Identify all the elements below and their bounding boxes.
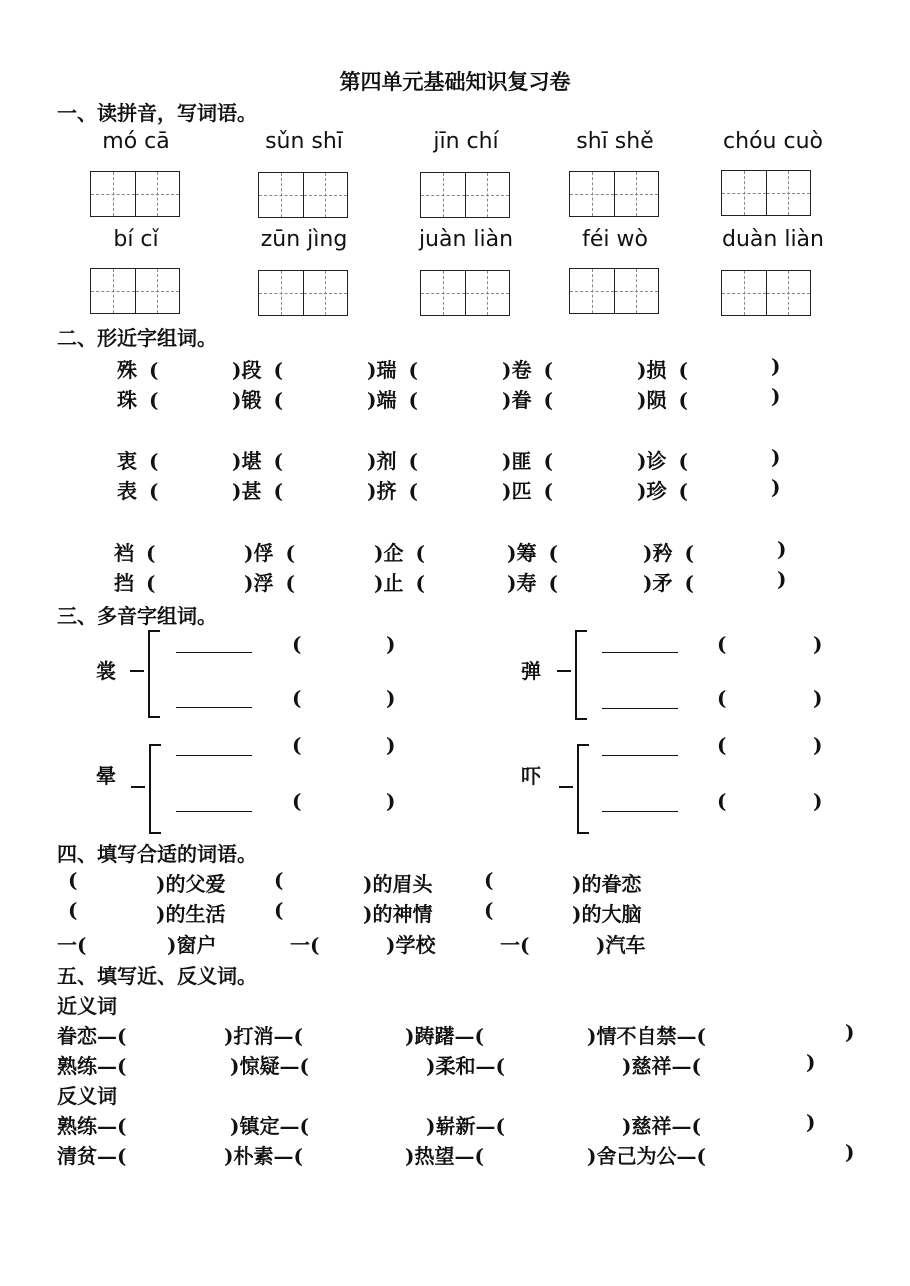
word-pair: )柔和—( <box>426 1054 505 1078</box>
writing-grid-9[interactable] <box>569 268 659 314</box>
similar-chars-row-4 <box>0 475 910 503</box>
close-paren: ) <box>813 733 823 757</box>
similar-char: )诊 ( <box>637 449 688 473</box>
measure-open: 一( <box>57 933 87 957</box>
similar-char: )卷 ( <box>502 358 553 382</box>
close-paren: ) <box>771 384 781 408</box>
writing-grid-8[interactable] <box>420 270 510 316</box>
similar-char: )端 ( <box>367 388 418 412</box>
polyphone-char-2: 弹 <box>521 659 541 683</box>
answer-blank[interactable] <box>602 708 678 709</box>
close-paren: ) <box>771 354 781 378</box>
similar-char: )筹 ( <box>507 541 558 565</box>
open-paren: ( <box>292 632 302 656</box>
fill-row-3 <box>0 929 910 957</box>
pinyin-7: zūn jìng <box>260 227 348 252</box>
antonym-row-2 <box>0 1140 910 1168</box>
open-paren: ( <box>274 898 284 922</box>
close-paren: ) <box>386 789 396 813</box>
close-paren: ) <box>771 475 781 499</box>
open-paren: ( <box>292 733 302 757</box>
brace-tick <box>130 670 144 672</box>
answer-blank[interactable] <box>176 811 252 812</box>
similar-char: )锻 ( <box>232 388 283 412</box>
pinyin-3: jīn chí <box>433 129 499 154</box>
writing-grid-2[interactable] <box>258 172 348 218</box>
writing-grid-10[interactable] <box>721 270 811 316</box>
writing-grid-1[interactable] <box>90 171 180 217</box>
close-paren: ) <box>777 537 787 561</box>
pinyin-5: chóu cuò <box>723 129 823 154</box>
close-paren: ) <box>845 1020 855 1044</box>
word-pair: )慈祥—( <box>622 1114 701 1138</box>
close-paren: ) <box>813 632 823 656</box>
phrase: )的父爱 <box>156 872 226 896</box>
similar-char: )矛 ( <box>643 571 694 595</box>
close-paren: ) <box>806 1050 816 1074</box>
open-paren: ( <box>68 868 78 892</box>
answer-blank[interactable] <box>176 707 252 708</box>
fill-row-2 <box>0 898 910 926</box>
answer-blank[interactable] <box>176 755 252 756</box>
word-pair: )慈祥—( <box>622 1054 701 1078</box>
similar-chars-row-6 <box>0 567 910 595</box>
brace-tick <box>559 786 573 788</box>
similar-char: )陨 ( <box>637 388 688 412</box>
open-paren: ( <box>274 868 284 892</box>
open-paren: ( <box>717 686 727 710</box>
phrase: )学校 <box>386 933 436 957</box>
word-pair: 清贫—( <box>57 1144 127 1168</box>
page-title: 第四单元基础知识复习卷 <box>339 69 571 94</box>
open-paren: ( <box>292 789 302 813</box>
close-paren: ) <box>386 686 396 710</box>
word-pair: )朴素—( <box>224 1144 303 1168</box>
brace-tick <box>131 786 145 788</box>
pinyin-10: duàn liàn <box>722 227 824 252</box>
similar-chars-row-2 <box>0 384 910 412</box>
similar-char: )止 ( <box>374 571 425 595</box>
close-paren: ) <box>813 789 823 813</box>
section-2-heading: 二、形近字组词。 <box>57 326 217 350</box>
close-paren: ) <box>845 1140 855 1164</box>
similar-char: 殊 ( <box>117 358 159 382</box>
similar-char: )匹 ( <box>502 479 553 503</box>
open-paren: ( <box>292 686 302 710</box>
brace-tick <box>557 670 571 672</box>
measure-open: 一( <box>500 933 530 957</box>
fill-row-1 <box>0 868 910 896</box>
answer-blank[interactable] <box>602 652 678 653</box>
similar-char: )段 ( <box>232 358 283 382</box>
brace <box>148 630 160 718</box>
open-paren: ( <box>717 632 727 656</box>
open-paren: ( <box>717 789 727 813</box>
measure-open: 一( <box>290 933 320 957</box>
polyphone-char-1: 裳 <box>96 659 116 683</box>
close-paren: ) <box>386 733 396 757</box>
antonym-row-1 <box>0 1110 910 1138</box>
writing-grid-5[interactable] <box>721 170 811 216</box>
similar-chars-row-3 <box>0 445 910 473</box>
similar-char: )瑞 ( <box>367 358 418 382</box>
word-pair: )崭新—( <box>426 1114 505 1138</box>
synonym-row-2 <box>0 1050 910 1078</box>
similar-char: )企 ( <box>374 541 425 565</box>
brace <box>149 744 161 834</box>
similar-char: )珍 ( <box>637 479 688 503</box>
answer-blank[interactable] <box>602 811 678 812</box>
similar-char: )眷 ( <box>502 388 553 412</box>
section-1-heading: 一、读拼音，写词语。 <box>57 101 257 125</box>
similar-char: )挤 ( <box>367 479 418 503</box>
open-paren: ( <box>484 898 494 922</box>
antonym-label: 反义词 <box>57 1084 117 1108</box>
close-paren: ) <box>813 686 823 710</box>
writing-grid-7[interactable] <box>258 270 348 316</box>
similar-char: 挡 ( <box>114 571 156 595</box>
word-pair: )打消—( <box>224 1024 303 1048</box>
pinyin-1: mó cā <box>102 129 170 154</box>
polyphone-char-4: 吓 <box>521 764 541 788</box>
section-5-heading: 五、填写近、反义词。 <box>57 964 257 988</box>
similar-char: )损 ( <box>637 358 688 382</box>
similar-char: )甚 ( <box>232 479 283 503</box>
writing-grid-3[interactable] <box>420 172 510 218</box>
phrase: )窗户 <box>167 933 217 957</box>
word-pair: 熟练—( <box>57 1114 127 1138</box>
answer-blank[interactable] <box>176 652 252 653</box>
word-pair: )舍己为公—( <box>587 1144 706 1168</box>
brace <box>575 630 587 720</box>
similar-char: )匪 ( <box>502 449 553 473</box>
word-pair: )热望—( <box>405 1144 484 1168</box>
synonym-label: 近义词 <box>57 994 117 1018</box>
similar-char: )俘 ( <box>244 541 295 565</box>
word-pair: 眷恋—( <box>57 1024 127 1048</box>
open-paren: ( <box>68 898 78 922</box>
word-pair: )惊疑—( <box>230 1054 309 1078</box>
section-3-heading: 三、多音字组词。 <box>57 604 217 628</box>
section-4-heading: 四、填写合适的词语。 <box>57 842 257 866</box>
close-paren: ) <box>806 1110 816 1134</box>
word-pair: )镇定—( <box>230 1114 309 1138</box>
similar-char: )浮 ( <box>244 571 295 595</box>
brace <box>577 744 589 834</box>
pinyin-2: sǔn shī <box>265 129 343 154</box>
close-paren: ) <box>777 567 787 591</box>
close-paren: ) <box>386 632 396 656</box>
writing-grid-6[interactable] <box>90 268 180 314</box>
similar-char: 衷 ( <box>117 449 159 473</box>
similar-chars-row-5 <box>0 537 910 565</box>
polyphone-char-3: 晕 <box>96 764 116 788</box>
word-pair: )情不自禁—( <box>587 1024 706 1048</box>
similar-char: )堪 ( <box>232 449 283 473</box>
word-pair: 熟练—( <box>57 1054 127 1078</box>
pinyin-6: bí cǐ <box>113 227 159 252</box>
similar-char: 表 ( <box>117 479 159 503</box>
phrase: )汽车 <box>596 933 646 957</box>
similar-char: )寿 ( <box>507 571 558 595</box>
similar-char: 珠 ( <box>117 388 159 412</box>
phrase: )的神情 <box>363 902 433 926</box>
synonym-row-1 <box>0 1020 910 1048</box>
answer-blank[interactable] <box>602 755 678 756</box>
word-pair: )踌躇—( <box>405 1024 484 1048</box>
pinyin-9: féi wò <box>582 227 648 252</box>
close-paren: ) <box>771 445 781 469</box>
phrase: )的眉头 <box>363 872 433 896</box>
phrase: )的眷恋 <box>572 872 642 896</box>
pinyin-4: shī shě <box>576 129 654 154</box>
open-paren: ( <box>717 733 727 757</box>
pinyin-8: juàn liàn <box>418 227 514 252</box>
phrase: )的大脑 <box>572 902 642 926</box>
similar-char: 裆 ( <box>114 541 156 565</box>
writing-grid-4[interactable] <box>569 171 659 217</box>
similar-char: )矜 ( <box>643 541 694 565</box>
similar-char: )剂 ( <box>367 449 418 473</box>
similar-chars-row-1 <box>0 354 910 382</box>
phrase: )的生活 <box>156 902 226 926</box>
open-paren: ( <box>484 868 494 892</box>
